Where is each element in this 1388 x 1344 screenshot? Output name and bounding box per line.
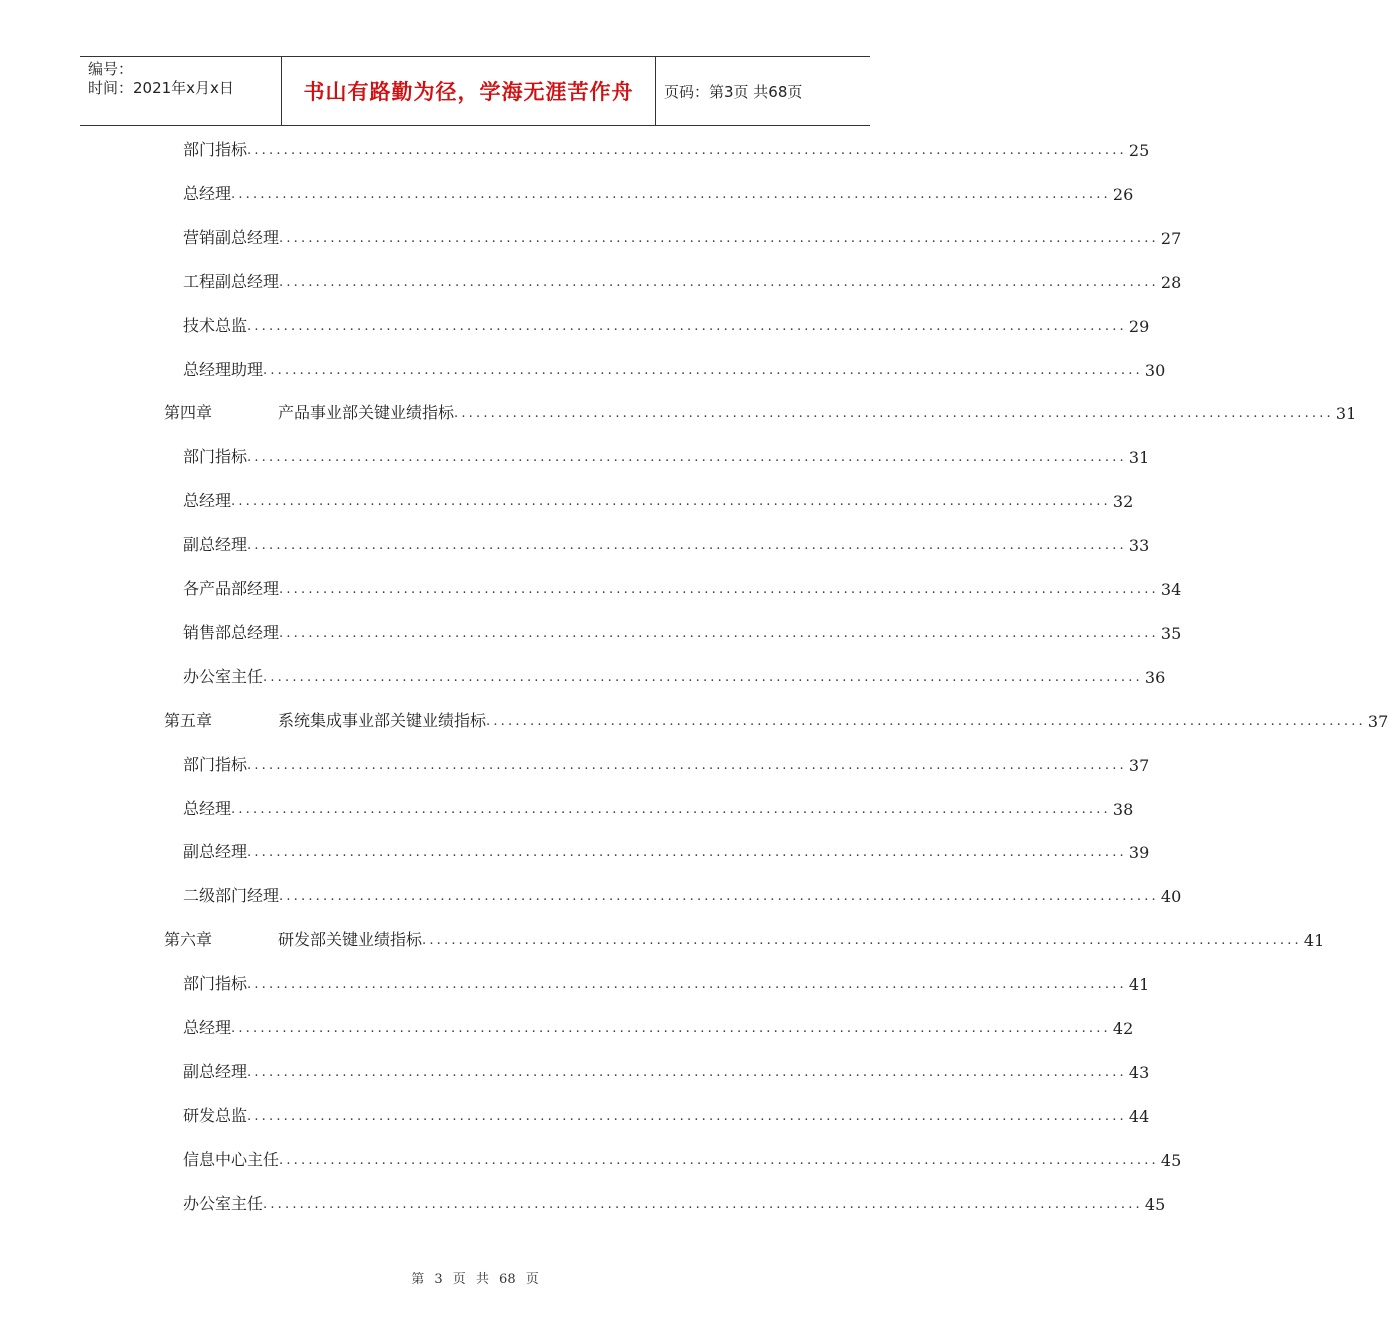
toc-page-number: 33 [1128, 536, 1150, 556]
toc-entry [278, 927, 1325, 951]
toc-entry [183, 225, 1182, 248]
header-meta [88, 60, 283, 98]
toc-page-number: 45 [1160, 1150, 1182, 1170]
toc-page-number: 44 [1128, 1106, 1150, 1126]
toc-page-number: 41 [1303, 931, 1325, 951]
toc-entry [278, 400, 1357, 424]
toc-entry-label: 营销副总经理 [183, 227, 280, 247]
toc-page-number: 31 [1335, 404, 1357, 424]
toc-dot-leader: ........................................................................................................................ [247, 845, 1127, 861]
toc-entry-label: 部门指标 [183, 754, 248, 774]
toc-entry-row[interactable] [0, 531, 1150, 556]
toc-chapter-row[interactable] [0, 399, 1357, 424]
toc-dot-leader: ........................................................................................................................ [231, 801, 1111, 817]
toc-entry-label: 技术总监 [183, 315, 248, 335]
page-footer: 第 3 页 共 68 页 [411, 1272, 539, 1287]
toc-page-number: 26 [1112, 184, 1134, 204]
toc-entry [183, 796, 1134, 819]
toc-dot-leader: ........................................................................................................................ [279, 274, 1159, 290]
toc-entry-row[interactable] [0, 443, 1150, 468]
toc-chapter-row[interactable] [0, 707, 1388, 731]
toc-entry [183, 1103, 1150, 1126]
toc-dot-leader: ........................................................................................................................ [263, 669, 1143, 685]
toc-dot-leader: ........................................................................................................................ [263, 362, 1143, 378]
toc-entry [183, 620, 1182, 643]
toc-chapter-number: 第五章 [164, 710, 213, 730]
toc-entry-label: 研发总监 [183, 1105, 248, 1125]
toc-entry-row[interactable] [0, 619, 1182, 643]
toc-entry [183, 971, 1150, 995]
toc-entry [183, 1191, 1166, 1214]
toc-entry-label: 各产品部经理 [183, 579, 280, 598]
toc-entry [183, 664, 1166, 687]
toc-entry-row[interactable] [0, 751, 1150, 775]
toc-dot-leader: ........................................................................................................................ [279, 889, 1159, 905]
toc-page-number: 27 [1160, 228, 1182, 248]
toc-dot-leader: ........................................................................................................................ [279, 1152, 1159, 1168]
toc-entry-row[interactable] [0, 838, 1150, 863]
toc-entry-label: 研发部关键业绩指标 [278, 930, 423, 950]
toc-dot-leader: ........................................................................................................................ [231, 1021, 1111, 1036]
toc-dot-leader: ........................................................................................................................ [231, 186, 1111, 202]
toc-entry [183, 488, 1134, 512]
toc-page-number: 38 [1112, 799, 1134, 819]
toc-page-number: 30 [1144, 360, 1166, 380]
toc-entry-label: 总经理 [183, 183, 232, 203]
toc-page-number: 42 [1112, 1019, 1134, 1038]
toc-entry-label: 二级部门经理 [183, 886, 280, 906]
toc-entry-row[interactable] [0, 224, 1182, 248]
toc-entry-row[interactable] [0, 356, 1166, 380]
toc-dot-leader: ........................................................................................................................ [247, 1108, 1127, 1124]
toc-page-number: 37 [1128, 755, 1150, 775]
toc-page-number: 36 [1144, 667, 1166, 687]
toc-entry [183, 1059, 1150, 1082]
toc-page-number: 34 [1160, 580, 1182, 599]
toc-entry-row[interactable] [0, 136, 1150, 160]
toc-entry [183, 532, 1150, 556]
toc-dot-leader: ........................................................................................................................ [247, 450, 1127, 466]
toc-dot-leader: ........................................................................................................................ [247, 757, 1127, 773]
toc-entry [183, 269, 1182, 292]
toc-entry-row[interactable] [0, 1058, 1150, 1082]
toc-entry-row[interactable] [0, 1146, 1182, 1170]
toc-page-number: 25 [1128, 141, 1150, 160]
toc-dot-leader: ........................................................................................................................ [247, 1064, 1127, 1080]
toc-page-number: 32 [1112, 492, 1134, 512]
toc-entry-label: 信息中心主任 [183, 1149, 280, 1169]
toc-entry [183, 752, 1150, 775]
toc-page-number: 35 [1160, 623, 1182, 643]
toc-page-number: 41 [1128, 975, 1150, 995]
toc-entry [183, 839, 1150, 863]
toc-page-number: 29 [1128, 316, 1150, 336]
toc-entry [183, 357, 1166, 380]
toc-dot-leader: ........................................................................................................................ [247, 977, 1127, 993]
toc-page-number: 28 [1160, 272, 1182, 292]
toc-dot-leader: ........................................................................................................................ [279, 582, 1159, 597]
toc-entry-label: 副总经理 [183, 535, 248, 555]
toc-entry-row[interactable] [0, 575, 1182, 599]
toc-entry [183, 1147, 1182, 1170]
toc-page-number: 45 [1144, 1194, 1166, 1214]
toc-page-number: 43 [1128, 1062, 1150, 1082]
toc-entry-label: 工程副总经理 [183, 271, 280, 291]
toc-chapter-row[interactable] [0, 926, 1325, 951]
toc-page-number: 37 [1367, 711, 1388, 731]
toc-entry [183, 313, 1150, 336]
toc-dot-leader: ........................................................................................................................ [454, 406, 1334, 422]
toc-dot-leader: ........................................................................................................................ [279, 625, 1159, 641]
toc-dot-leader: ........................................................................................................................ [422, 933, 1302, 949]
toc-dot-leader: ........................................................................................................................ [247, 538, 1127, 554]
toc-entry-label: 系统集成事业部关键业绩指标 [278, 710, 487, 730]
page-header [80, 56, 870, 126]
toc-entry-row[interactable] [0, 312, 1150, 336]
header-motto-cell [281, 57, 656, 125]
toc-entry-label: 总经理 [183, 1018, 232, 1037]
header-page-label: 页码：第3页 共68页 [664, 82, 803, 101]
toc-entry-row[interactable] [0, 663, 1166, 687]
toc-dot-leader: ........................................................................................................................ [231, 494, 1111, 510]
document-number-label: 编号： [88, 60, 134, 78]
toc-entry-label: 部门指标 [183, 447, 248, 467]
toc-entry-row[interactable] [0, 1014, 1134, 1038]
toc-entry [183, 181, 1134, 204]
toc-entry-row[interactable] [0, 1190, 1166, 1214]
toc-page-number: 39 [1128, 843, 1150, 863]
toc-entry-row[interactable] [0, 180, 1134, 204]
toc-dot-leader: ........................................................................................................................ [247, 143, 1127, 158]
toc-page-number: 40 [1160, 887, 1182, 907]
toc-entry-row[interactable] [0, 1102, 1150, 1126]
toc-entry [183, 883, 1182, 907]
toc-entry-row[interactable] [0, 487, 1134, 512]
toc-entry-row[interactable] [0, 268, 1182, 292]
toc-entry-label: 副总经理 [183, 1061, 248, 1081]
toc-entry [183, 576, 1182, 599]
toc-entry-label: 办公室主任 [183, 666, 264, 686]
toc-entry-row[interactable] [0, 795, 1134, 819]
toc-chapter-number: 第六章 [164, 930, 213, 950]
toc-entry-label: 副总经理 [183, 842, 248, 862]
toc-entry [183, 137, 1150, 160]
toc-dot-leader: ........................................................................................................................ [486, 713, 1366, 729]
toc-entry-label: 产品事业部关键业绩指标 [278, 403, 455, 423]
toc-dot-leader: ........................................................................................................................ [279, 230, 1159, 246]
toc-entry-row[interactable] [0, 882, 1182, 907]
toc-entry-label: 总经理助理 [183, 359, 264, 379]
toc-entry-row[interactable] [0, 970, 1150, 995]
document-time-label: 时间：2021年x月x日 [88, 79, 234, 97]
toc-entry-label: 总经理 [183, 491, 232, 511]
toc-entry [278, 708, 1388, 731]
toc-entry-label: 部门指标 [183, 140, 248, 159]
toc-entry [183, 1015, 1134, 1038]
toc-entry-label: 销售部总经理 [183, 622, 280, 642]
header-motto: 书山有路勤为径，学海无涯苦作舟 [303, 80, 634, 104]
toc-dot-leader: ........................................................................................................................ [263, 1196, 1143, 1212]
toc-entry-label: 部门指标 [183, 974, 248, 994]
toc-entry-label: 办公室主任 [183, 1193, 264, 1213]
toc-page-number: 31 [1128, 448, 1150, 468]
toc-chapter-number: 第四章 [164, 403, 213, 423]
toc-dot-leader: ........................................................................................................................ [247, 318, 1127, 334]
toc-entry-label: 总经理 [183, 798, 232, 818]
toc-entry [183, 444, 1150, 468]
